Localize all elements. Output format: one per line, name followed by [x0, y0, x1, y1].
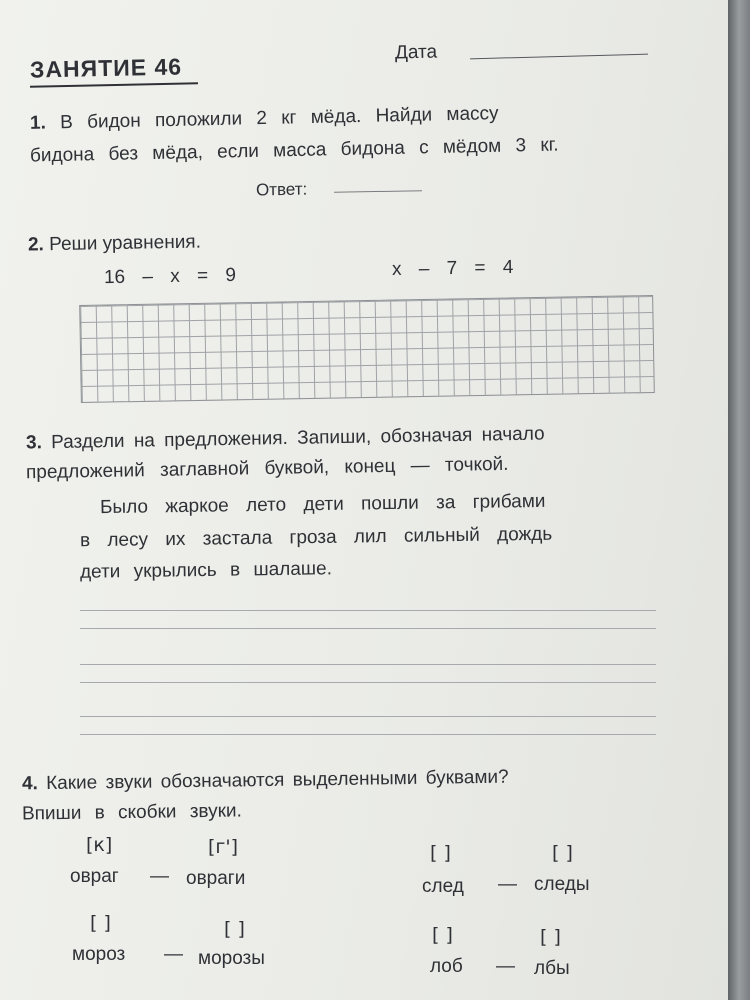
task-2-text: Реши уравнения. — [48, 231, 202, 256]
equation-1: 16 – х = 9 — [103, 264, 237, 289]
writing-line-2[interactable] — [80, 628, 656, 629]
sound-bracket-1a[interactable]: [к] — [86, 834, 113, 856]
writing-line-1[interactable] — [80, 610, 656, 611]
sentence-line-2: в лесу их застала гроза лил сильный дождь — [79, 523, 553, 552]
task-4-line-2: Впиши в скобки звуки. — [21, 800, 242, 825]
word-3b: морозы — [198, 948, 265, 969]
word-4a: лоб — [430, 956, 463, 977]
writing-line-4[interactable] — [80, 682, 656, 683]
word-2b: следы — [534, 874, 590, 895]
sound-bracket-3b[interactable]: [ ] — [224, 918, 245, 940]
equation-2: х – 7 = 4 — [391, 256, 514, 281]
date-field-line[interactable] — [470, 54, 648, 60]
task-3-line-2: предложений заглавной буквой, конец — точкой. — [25, 453, 509, 484]
task-3-text-1: Раздели на предложения. Запиши, обозначая начало — [50, 423, 545, 454]
task-4-number: 4. — [21, 773, 39, 795]
dash-2: — — [498, 874, 517, 895]
sound-bracket-1b[interactable]: [г'] — [208, 836, 239, 858]
word-1a: овраг — [70, 866, 119, 887]
dash-4: — — [496, 956, 515, 977]
task-1-number: 1. — [29, 112, 47, 134]
task-3-line-1 — [26, 423, 545, 454]
task-2-line — [28, 231, 201, 256]
solution-grid[interactable] — [79, 295, 655, 403]
task-1-line-2: бидона без мёда, если масса бидона с мёдом 3 кг. — [29, 134, 559, 167]
task-4-text-1: Какие звуки обозначаются выделенными буквами? — [46, 766, 509, 795]
task-2-number: 2. — [27, 234, 45, 256]
task-1-text-1: В бидон положили 2 кг мёда. Найди массу — [59, 103, 499, 134]
task-1-line-1 — [30, 103, 499, 135]
answer-label: Ответ: — [255, 179, 308, 200]
sentence-line-3: дети укрылись в шалаше. — [79, 558, 333, 583]
sound-bracket-2a[interactable]: [ ] — [430, 842, 451, 864]
sound-bracket-4b[interactable]: [ ] — [540, 926, 561, 948]
word-2a: след — [422, 876, 464, 897]
sound-bracket-2b[interactable]: [ ] — [552, 842, 573, 864]
answer-field-line[interactable] — [334, 190, 422, 193]
book-spine-edge — [728, 0, 750, 1000]
writing-line-5[interactable] — [80, 716, 656, 717]
dash-1: — — [150, 866, 169, 887]
dash-3: — — [164, 944, 183, 965]
lesson-title: ЗАНЯТИЕ 46 — [29, 53, 183, 83]
sound-bracket-4a[interactable]: [ ] — [432, 924, 453, 946]
task-3-number: 3. — [25, 432, 43, 454]
writing-line-6[interactable] — [80, 734, 656, 735]
word-1b: овраги — [186, 868, 246, 889]
sound-bracket-3a[interactable]: [ ] — [90, 912, 111, 934]
task-4-line-1 — [22, 767, 509, 796]
date-label: Дата — [394, 41, 438, 64]
word-4b: лбы — [534, 958, 570, 979]
sentence-line-1: Было жаркое лето дети пошли за грибами — [99, 490, 546, 519]
writing-line-3[interactable] — [80, 664, 656, 665]
word-3a: мороз — [72, 944, 126, 965]
